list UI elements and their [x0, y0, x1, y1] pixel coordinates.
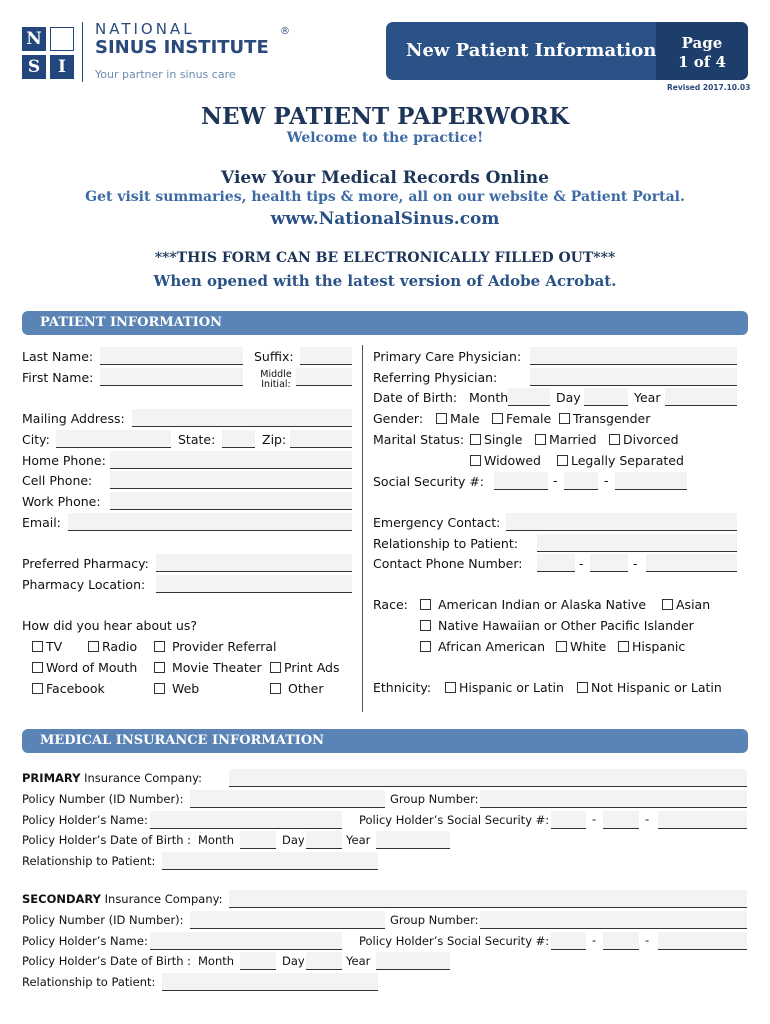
contact-phone-part2-field[interactable]	[590, 554, 628, 572]
primary-dob-day-label: Day	[282, 833, 305, 847]
mailing-address-field[interactable]	[132, 409, 352, 427]
cell-phone-label: Cell Phone:	[22, 473, 93, 488]
primary-dob-day-field[interactable]	[306, 831, 342, 849]
pharmacy-location-label: Pharmacy Location:	[22, 577, 146, 592]
secondary-group-number-label: Group Number:	[390, 913, 479, 927]
checkbox[interactable]	[662, 599, 673, 610]
secondary-holder-ssn-part3[interactable]	[658, 932, 747, 950]
ethnicity-hispanic-label: Hispanic or Latin	[459, 680, 564, 695]
primary-holder-ssn-part2[interactable]	[603, 811, 639, 829]
patient-info-header: PATIENT INFORMATION	[22, 311, 748, 335]
contact-phone-dash-1: -	[579, 556, 584, 571]
primary-holder-ssn-label: Policy Holder’s Social Security #:	[359, 813, 550, 827]
work-phone-label: Work Phone:	[22, 494, 101, 509]
hear-option-print-ads[interactable]	[270, 660, 340, 675]
ssn-dash-2: -	[604, 473, 609, 488]
middle-word: Middle	[260, 369, 292, 380]
hear-option-movie-theater-label: Movie Theater	[171, 660, 262, 675]
checkbox[interactable]	[436, 413, 447, 424]
hear-option-web[interactable]	[154, 681, 199, 696]
dob-day-label: Day	[556, 390, 581, 405]
hear-option-word-of-mouth[interactable]	[32, 660, 137, 675]
primary-relationship-label: Relationship to Patient:	[22, 854, 156, 868]
logo-letter-n: N	[22, 27, 46, 51]
checkbox[interactable]	[420, 641, 431, 652]
middle-initial-label	[256, 370, 296, 390]
hear-option-provider-referral-label: Provider Referral	[171, 639, 277, 654]
zip-field[interactable]	[290, 430, 352, 448]
hear-option-other[interactable]	[270, 681, 323, 696]
ethnicity-not-hispanic[interactable]	[577, 680, 722, 695]
race-asian[interactable]	[662, 597, 710, 612]
race-native-hawaiian[interactable]	[420, 618, 694, 633]
company-word: Insurance Company:	[100, 892, 223, 906]
first-name-label: First Name:	[22, 370, 94, 385]
marital-single-label: Single	[484, 432, 523, 447]
cell-phone-field[interactable]	[110, 471, 352, 489]
logo-letter-s: S	[22, 55, 46, 79]
column-divider	[362, 345, 363, 712]
records-subtitle: Get visit summaries, health tips & more, all on our website & Patient Portal.	[85, 189, 685, 205]
zip-label: Zip:	[262, 432, 287, 447]
checkbox[interactable]	[470, 434, 481, 445]
secondary-word: SECONDARY	[22, 892, 101, 906]
pharmacy-location-field[interactable]	[156, 575, 352, 593]
secondary-holder-name-field[interactable]	[150, 932, 342, 950]
secondary-group-number-field[interactable]	[480, 911, 747, 929]
primary-policy-number-label: Policy Number (ID Number):	[22, 792, 184, 806]
electronic-form-note: ***THIS FORM CAN BE ELECTRONICALLY FILLED OUT***	[154, 250, 616, 266]
race-hispanic[interactable]	[618, 639, 685, 654]
email-field[interactable]	[68, 513, 352, 531]
home-phone-label: Home Phone:	[22, 453, 106, 468]
checkbox[interactable]	[557, 455, 568, 466]
ssn-part1-field[interactable]	[494, 472, 548, 490]
hear-option-web-label: Web	[171, 681, 200, 696]
primary-company-label	[22, 771, 202, 785]
dob-day-field[interactable]	[584, 388, 628, 406]
gender-label: Gender:	[373, 411, 424, 426]
emergency-relationship-label: Relationship to Patient:	[373, 536, 518, 551]
emergency-contact-label: Emergency Contact:	[373, 515, 501, 530]
hear-about-label: How did you hear about us?	[22, 618, 197, 633]
secondary-relationship-label: Relationship to Patient:	[22, 975, 156, 989]
primary-ssn-dash-1: -	[592, 812, 597, 826]
marital-married-label: Married	[549, 432, 597, 447]
hear-option-provider-referral[interactable]	[154, 639, 277, 654]
logo-blank-cell	[50, 27, 74, 51]
page-title: NEW PATIENT PAPERWORK	[200, 103, 570, 130]
checkbox[interactable]	[32, 641, 43, 652]
pharmacy-label: Preferred Pharmacy:	[22, 556, 149, 571]
referring-label: Referring Physician:	[373, 370, 498, 385]
gender-male[interactable]	[436, 411, 480, 426]
hear-option-facebook[interactable]	[32, 681, 105, 696]
marital-legally-separated-label: Legally Separated	[571, 453, 684, 468]
insurance-info-header: MEDICAL INSURANCE INFORMATION	[22, 729, 748, 753]
company-word: Insurance Company:	[80, 771, 202, 785]
ethnicity-not-hispanic-label: Not Hispanic or Latin	[591, 680, 722, 695]
secondary-holder-ssn-label: Policy Holder’s Social Security #:	[359, 934, 550, 948]
suffix-label: Suffix:	[254, 349, 294, 364]
hear-option-print-ads-label: Print Ads	[284, 660, 340, 675]
checkbox[interactable]	[470, 455, 481, 466]
suffix-field[interactable]	[300, 347, 352, 365]
state-label: State:	[178, 432, 216, 447]
primary-holder-dob-label: Policy Holder’s Date of Birth :	[22, 833, 192, 847]
primary-dob-year-label: Year	[346, 833, 371, 847]
secondary-holder-name-label: Policy Holder’s Name:	[22, 934, 148, 948]
primary-group-number-field[interactable]	[480, 790, 747, 808]
marital-single[interactable]	[470, 432, 522, 447]
secondary-dob-day-field[interactable]	[306, 952, 342, 970]
hear-option-tv-label: TV	[46, 639, 63, 654]
primary-holder-name-label: Policy Holder’s Name:	[22, 813, 148, 827]
ethnicity-hispanic[interactable]	[445, 680, 564, 695]
secondary-policy-number-field[interactable]	[190, 911, 385, 929]
welcome-text: Welcome to the practice!	[286, 130, 484, 146]
page-indicator	[656, 22, 748, 80]
header-banner	[386, 22, 748, 80]
gender-female[interactable]	[492, 411, 551, 426]
marital-widowed-label: Widowed	[484, 453, 541, 468]
marital-widowed[interactable]	[470, 453, 541, 468]
primary-relationship-field[interactable]	[162, 852, 378, 870]
gender-transgender[interactable]	[559, 411, 650, 426]
hear-option-tv[interactable]	[32, 639, 62, 654]
race-american-indian[interactable]	[420, 597, 646, 612]
marital-divorced-label: Divorced	[623, 432, 679, 447]
referring-field[interactable]	[530, 368, 737, 386]
city-label: City:	[22, 432, 50, 447]
contact-phone-dash-2: -	[633, 556, 638, 571]
ssn-part3-field[interactable]	[615, 472, 687, 490]
email-label: Email:	[22, 515, 61, 530]
secondary-holder-dob-label: Policy Holder’s Date of Birth :	[22, 954, 192, 968]
race-american-indian-label: American Indian or Alaska Native	[437, 597, 647, 612]
checkbox[interactable]	[154, 683, 165, 694]
checkbox[interactable]	[556, 641, 567, 652]
race-native-hawaiian-label: Native Hawaiian or Other Pacific Islander	[437, 618, 694, 633]
marital-label: Marital Status:	[373, 432, 465, 447]
ssn-part2-field[interactable]	[564, 472, 598, 490]
contact-phone-label: Contact Phone Number:	[373, 556, 523, 571]
ssn-label: Social Security #:	[373, 474, 485, 489]
dob-year-field[interactable]	[665, 388, 737, 406]
logo-tagline: Your partner in sinus care	[95, 68, 236, 81]
secondary-dob-year-label: Year	[346, 954, 371, 968]
primary-dob-month-field[interactable]	[240, 831, 276, 849]
primary-dob-year-field[interactable]	[376, 831, 450, 849]
secondary-holder-ssn-part2[interactable]	[603, 932, 639, 950]
secondary-ssn-dash-2: -	[645, 933, 650, 947]
checkbox[interactable]	[577, 682, 588, 693]
ethnicity-label: Ethnicity:	[373, 680, 432, 695]
secondary-dob-month-label: Month	[198, 954, 235, 968]
mailing-address-label: Mailing Address:	[22, 411, 125, 426]
hear-option-facebook-label: Facebook	[46, 681, 105, 696]
initial-word: Initial:	[261, 379, 291, 390]
hear-option-other-label: Other	[287, 681, 324, 696]
page-count: 1 of 4	[678, 53, 726, 71]
checkbox[interactable]	[154, 641, 165, 652]
gender-female-label: Female	[506, 411, 552, 426]
emergency-relationship-field[interactable]	[537, 534, 737, 552]
race-label: Race:	[373, 597, 408, 612]
logo-institute: SINUS INSTITUTE	[95, 37, 269, 58]
primary-holder-name-field[interactable]	[150, 811, 342, 829]
website-link[interactable]: www.NationalSinus.com	[270, 209, 500, 229]
dob-label: Date of Birth:	[373, 390, 458, 405]
logo-divider	[82, 22, 83, 82]
emergency-contact-field[interactable]	[506, 513, 737, 531]
secondary-company-label	[22, 892, 222, 906]
revised-date: Revised 2017.10.03	[667, 83, 751, 92]
dob-year-label: Year	[634, 390, 661, 405]
checkbox[interactable]	[609, 434, 620, 445]
acrobat-note: When opened with the latest version of Adobe Acrobat.	[153, 272, 617, 290]
secondary-dob-month-field[interactable]	[240, 952, 276, 970]
race-hispanic-label: Hispanic	[632, 639, 686, 654]
secondary-dob-day-label: Day	[282, 954, 305, 968]
dob-month-field[interactable]	[508, 388, 550, 406]
last-name-label: Last Name:	[22, 349, 94, 364]
checkbox[interactable]	[559, 413, 570, 424]
hear-option-movie-theater[interactable]	[154, 660, 262, 675]
contact-phone-part3-field[interactable]	[646, 554, 737, 572]
hear-option-radio-label: Radio	[102, 639, 138, 654]
work-phone-field[interactable]	[110, 492, 352, 510]
contact-phone-part1-field[interactable]	[537, 554, 575, 572]
secondary-ssn-dash-1: -	[592, 933, 597, 947]
registered-mark: ®	[280, 26, 290, 37]
hear-option-word-of-mouth-label: Word of Mouth	[46, 660, 138, 675]
checkbox[interactable]	[492, 413, 503, 424]
race-asian-label: Asian	[676, 597, 711, 612]
primary-holder-ssn-part3[interactable]	[658, 811, 747, 829]
pharmacy-field[interactable]	[156, 554, 352, 572]
state-field[interactable]	[222, 430, 255, 448]
checkbox[interactable]	[32, 683, 43, 694]
marital-legally-separated[interactable]	[557, 453, 684, 468]
race-white-label: White	[570, 639, 607, 654]
home-phone-field[interactable]	[110, 451, 352, 469]
page-label: Page	[681, 34, 723, 52]
gender-transgender-label: Transgender	[573, 411, 651, 426]
secondary-policy-number-label: Policy Number (ID Number):	[22, 913, 184, 927]
race-african-american[interactable]	[420, 639, 545, 654]
checkbox[interactable]	[32, 662, 43, 673]
secondary-dob-year-field[interactable]	[376, 952, 450, 970]
first-name-field[interactable]	[100, 368, 243, 386]
secondary-company-field[interactable]	[229, 890, 747, 908]
checkbox[interactable]	[154, 662, 165, 673]
checkbox[interactable]	[88, 641, 99, 652]
records-title: View Your Medical Records Online	[221, 168, 549, 188]
dob-month-label: Month	[469, 390, 509, 405]
race-white[interactable]	[556, 639, 606, 654]
checkbox[interactable]	[420, 620, 431, 631]
pcp-field[interactable]	[530, 347, 737, 365]
checkbox[interactable]	[535, 434, 546, 445]
primary-ssn-dash-2: -	[645, 812, 650, 826]
secondary-holder-ssn-part1[interactable]	[551, 932, 586, 950]
checkbox[interactable]	[420, 599, 431, 610]
city-field[interactable]	[56, 430, 171, 448]
checkbox[interactable]	[270, 662, 281, 673]
header-title: New Patient Information	[406, 40, 657, 61]
primary-word: PRIMARY	[22, 771, 81, 785]
hear-option-radio[interactable]	[88, 639, 137, 654]
checkbox[interactable]	[270, 683, 281, 694]
primary-dob-month-label: Month	[198, 833, 235, 847]
marital-married[interactable]	[535, 432, 597, 447]
ssn-dash-1: -	[553, 473, 558, 488]
race-african-american-label: African American	[437, 639, 546, 654]
secondary-relationship-field[interactable]	[162, 973, 378, 991]
checkbox[interactable]	[618, 641, 629, 652]
primary-company-field[interactable]	[229, 769, 747, 787]
primary-group-number-label: Group Number:	[390, 792, 479, 806]
primary-holder-ssn-part1[interactable]	[551, 811, 586, 829]
gender-male-label: Male	[450, 411, 480, 426]
checkbox[interactable]	[445, 682, 456, 693]
marital-divorced[interactable]	[609, 432, 679, 447]
logo-letter-i: I	[50, 55, 74, 79]
last-name-field[interactable]	[100, 347, 243, 365]
middle-initial-field[interactable]	[296, 368, 352, 386]
primary-policy-number-field[interactable]	[190, 790, 385, 808]
pcp-label: Primary Care Physician:	[373, 349, 522, 364]
logo-national: NATIONAL	[95, 20, 195, 38]
